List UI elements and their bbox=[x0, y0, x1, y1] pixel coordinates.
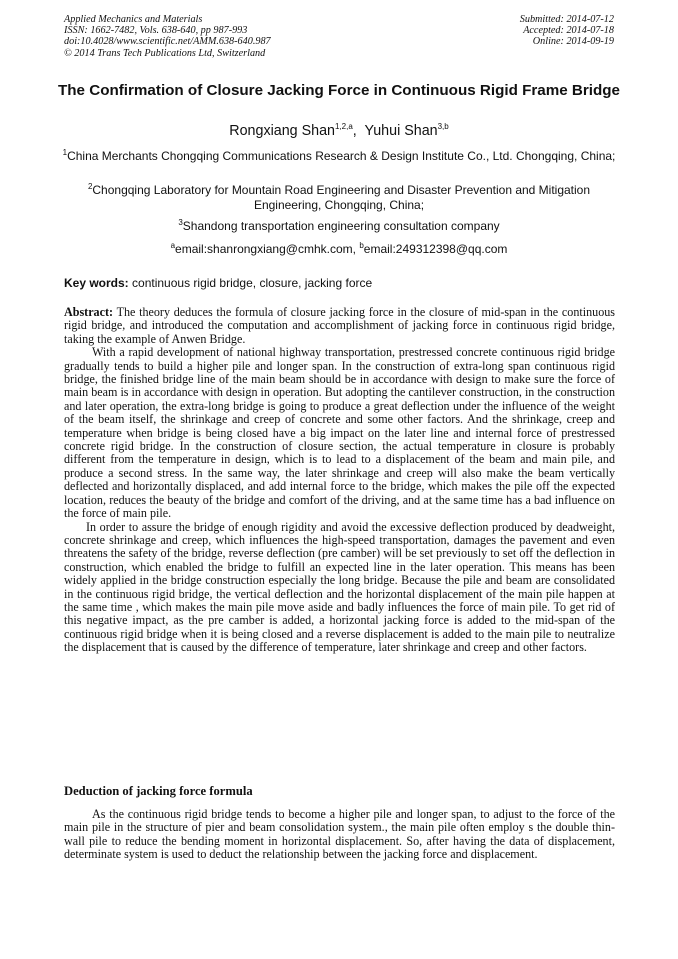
email-a[interactable]: email:shanrongxiang@cmhk.com, bbox=[175, 242, 356, 256]
affiliation-3-text: Shandong transportation engineering consultation company bbox=[182, 219, 500, 233]
paragraph-1: With a rapid development of national highway transportation, prestressed concrete continuous rigid bridge gradually tends to build a higher pile and longer span. In the construction of extra-long span continuous rigid bridge, the finished bridge line of the main beam should be in accordance with design to make sure the force of main beam is in accordance with design in operation. But adopting the cantilever construction, in the construction and later operation, the extra-long bridge is going to produce a great deflection under the influence of the weight of the beam itself, the shrinkage and creep of concrete and some other factors. And the shrinkage, creep and temperature when bridge is being closed have a big impact on the later line and internal force of prestressed concrete rigid bridge. In the construction of closure section, the actual temperature in closure is probably different from the temperature in design, which is to lead to a displacement of the beam and main pile, and produce a second stress. In the same way, the later shrinkage and creep will also make the beam vertically deflected and horizontally displaced, and add internal force to the bridge, which makes the pile off the expected location, reduces the beauty of the bridge and comfort of the driving, and at the same time has a bad influence on the force of main pile. bbox=[64, 345, 615, 521]
keywords-label: Key words: bbox=[64, 276, 129, 290]
journal-issn: ISSN: 1662-7482, Vols. 638-640, pp 987-993 bbox=[64, 25, 248, 37]
abstract-text: The theory deduces the formula of closure jacking force in the closure of mid-span in the continuous rigid bridge, and introduced the computation and accomplishment of jacking force in continuous rigid bridge, taking the example of Anwen Bridge. bbox=[64, 305, 615, 346]
author-list bbox=[0, 122, 678, 140]
affiliation-1-mark: 1 bbox=[62, 148, 68, 157]
email-b[interactable]: email:249312398@qq.com bbox=[363, 242, 508, 256]
section-paragraph: As the continuous rigid bridge tends to become a higher pile and longer span, to adjust to the force of the main pile in the structure of pier and beam consolidation system., the main pile often employ s the double thin-wall pile to reduce the bending moment in horizontal displacement. So, after having the data of displacement, determinate system is used to deduct the relationship between the jacking force and displacement. bbox=[64, 807, 615, 862]
keywords-text: continuous rigid bridge, closure, jacking force bbox=[132, 276, 373, 290]
submission-dates bbox=[520, 14, 614, 48]
affiliation-1 bbox=[60, 149, 618, 164]
journal-doi: doi:10.4028/www.scientific.net/AMM.638-640.987 bbox=[64, 36, 271, 48]
author-2: Yuhui Shan bbox=[364, 123, 438, 139]
author-separator: , bbox=[352, 123, 365, 139]
affiliation-3-mark: 3 bbox=[178, 218, 183, 227]
section-heading: Deduction of jacking force formula bbox=[64, 784, 253, 798]
journal-copyright: © 2014 Trans Tech Publications Ltd, Switzerland bbox=[64, 47, 266, 59]
author-2-affil: 3,b bbox=[437, 122, 449, 132]
paragraph-2: In order to assure the bridge of enough rigidity and avoid the excessive deflection produced by deadweight, concrete shrinkage and creep, which influences the high-speed transportation, damages the pavement and even threatens the safety of the bridge, reverse deflection (pre camber) will be set previously to set off the deflection in construction, which enabled the bridge to fulfill an expected line in the later operation. This means has been widely applied in the bridge construction especially the long bridge. Because the pile and beam are consolidated in the continuous rigid bridge, the vertical deflection and the horizontal displacement of the main pile happen at the same time , which makes the main pile move aside and badly influences the force of main pile. To get rid of this negative impact, as the pre camber is added, a horizontal jacking force is added to the mid-span of the continuous rigid bridge when it is being closed and a reverse displacement is added to the main pile to neutralize the displacement that is caused by the difference of temperature, later shrinkage and creep and other factors. bbox=[64, 519, 615, 655]
abstract-body bbox=[64, 306, 615, 655]
author-1: Rongxiang Shan bbox=[229, 123, 335, 139]
affiliation-2-text: Chongqing Laboratory for Mountain Road Engineering and Disaster Prevention and Mitigation Engineering, Chongqing, China; bbox=[92, 183, 591, 213]
paper-title: The Confirmation of Closure Jacking Force in Continuous Rigid Frame Bridge bbox=[58, 82, 620, 99]
affiliation-2 bbox=[60, 183, 618, 214]
keywords bbox=[64, 276, 624, 291]
accepted-date: Accepted: 2014-07-18 bbox=[523, 25, 614, 37]
abstract bbox=[64, 306, 615, 346]
section-body bbox=[64, 808, 615, 862]
submitted-date: Submitted: 2014-07-12 bbox=[519, 14, 614, 25]
affiliation-2-mark: 2 bbox=[87, 182, 93, 191]
author-emails bbox=[60, 242, 618, 257]
affiliation-3 bbox=[60, 219, 618, 234]
online-date: Online: 2014-09-19 bbox=[532, 36, 614, 48]
journal-name: Applied Mechanics and Materials bbox=[64, 14, 203, 25]
author-1-affil: 1,2,a bbox=[335, 122, 353, 132]
email-a-mark: a bbox=[170, 241, 176, 250]
email-b-mark: b bbox=[359, 241, 364, 250]
journal-info bbox=[64, 14, 271, 59]
affiliation-1-text: China Merchants Chongqing Communications Research & Design Institute Co., Ltd. Chongqing, China; bbox=[67, 149, 616, 163]
abstract-label: Abstract: bbox=[64, 305, 114, 319]
